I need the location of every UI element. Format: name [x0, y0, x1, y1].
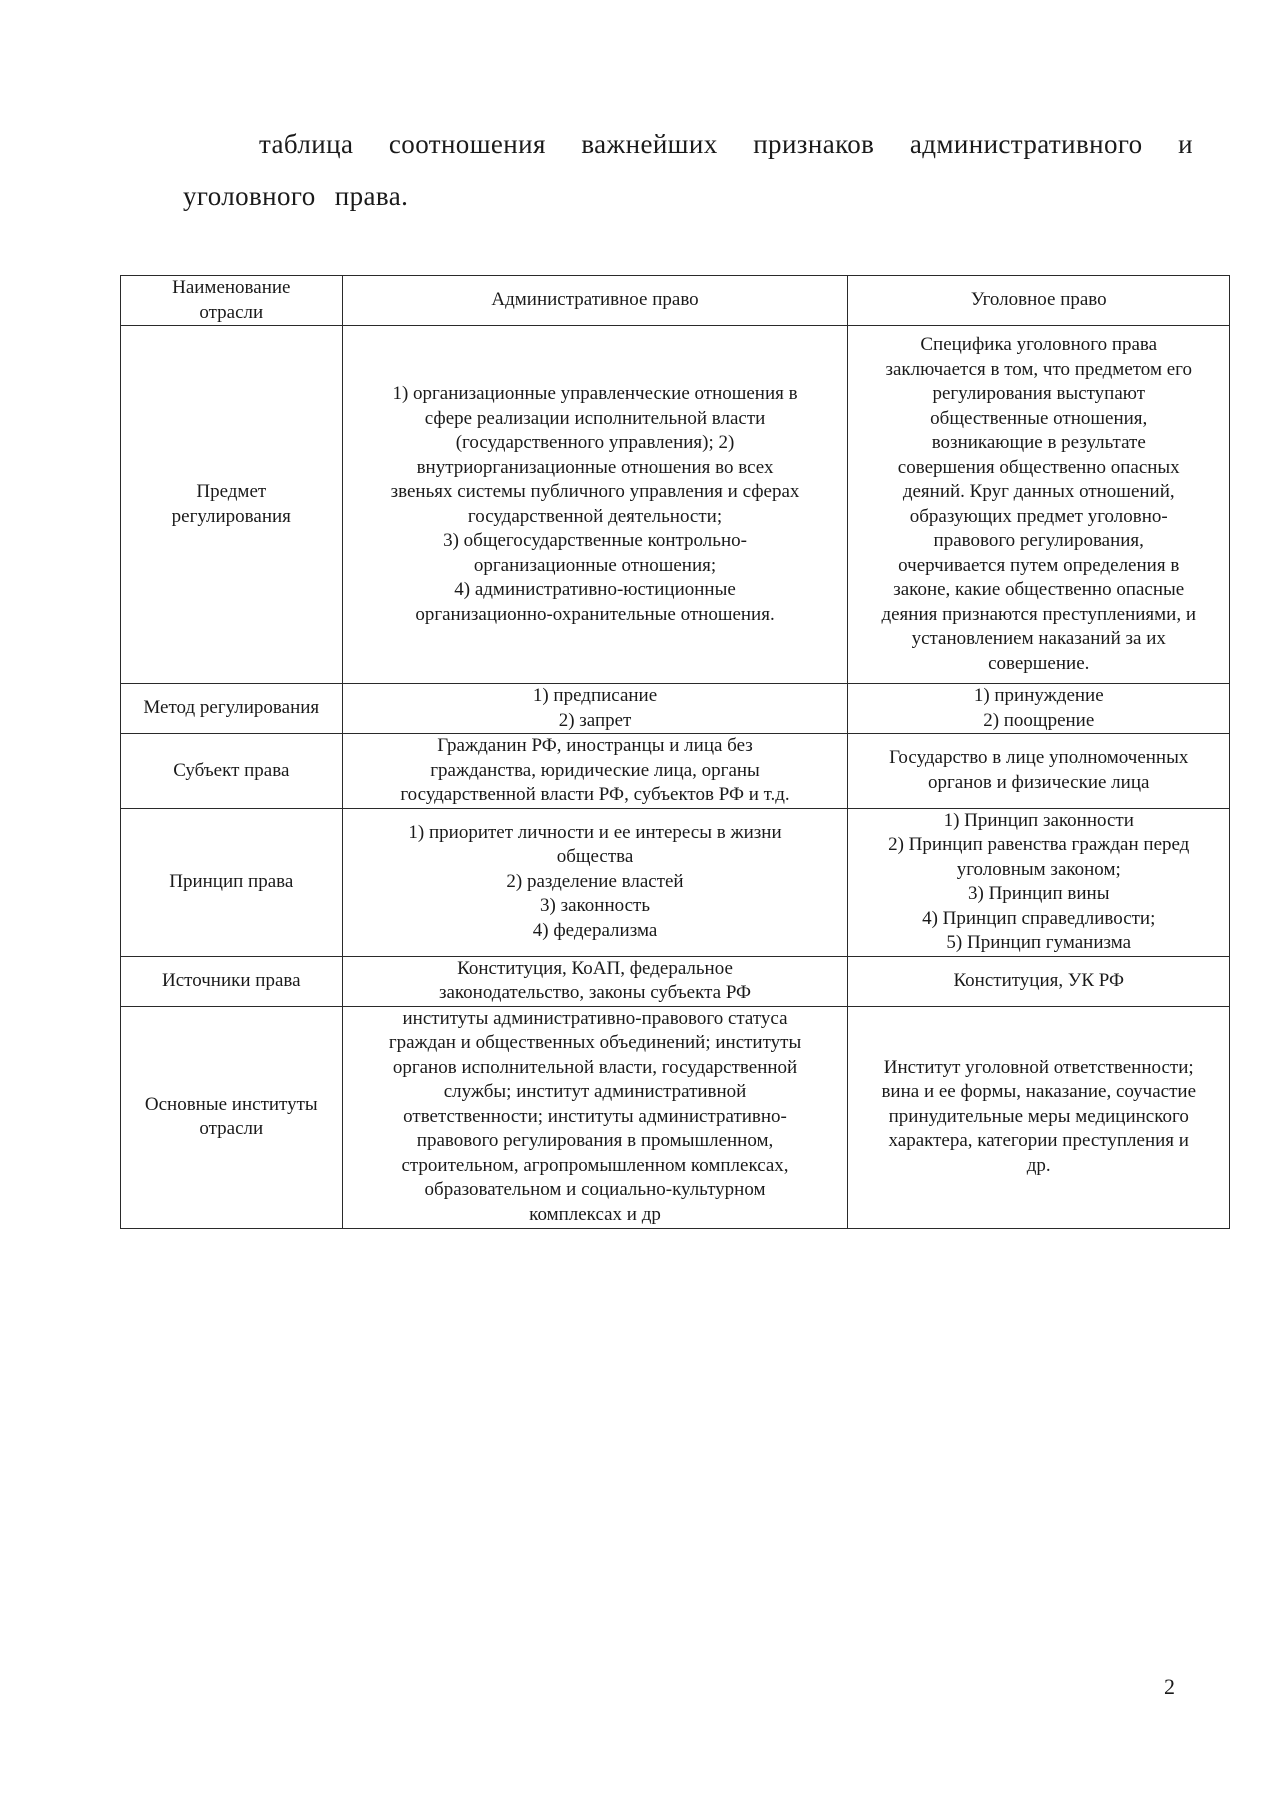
- criminal-cell: [848, 956, 1230, 1006]
- cell-text-line: образовательном и социально-культурном: [424, 1179, 766, 1201]
- row-label: [121, 684, 343, 734]
- cell-text-line: общественные отношения,: [930, 407, 1148, 429]
- cell-text-line: (государственного управления); 2): [455, 432, 735, 453]
- cell-text-line: регулирования выступают: [932, 383, 1146, 404]
- row-label: [121, 734, 343, 809]
- cell-text-line: регулирования: [171, 505, 291, 527]
- table-row: [121, 734, 1230, 809]
- cell-text-line: 1) принуждение: [973, 685, 1104, 706]
- cell-text-line: Субъект права: [173, 759, 290, 781]
- cell-text-line: очерчивается путем определения в: [898, 554, 1180, 576]
- cell-text-line: отрасли: [199, 1118, 264, 1139]
- cell-text-line: гражданства, юридические лица, органы: [430, 759, 760, 781]
- cell-text-line: Наименование: [172, 277, 291, 298]
- cell-text-line: 2) разделение властей: [506, 870, 684, 892]
- row-label: [121, 956, 343, 1006]
- cell-text-line: 1) организационные управленческие отношения в: [392, 383, 798, 404]
- cell-text-line: уголовным законом;: [956, 858, 1121, 880]
- cell-text-line: Конституция, КоАП, федеральное: [457, 957, 733, 979]
- cell-text-line: организационно-охранительные отношения.: [415, 603, 775, 625]
- criminal-cell: [848, 808, 1230, 956]
- page-number: 2: [1164, 1674, 1175, 1699]
- header-branch: [121, 276, 343, 326]
- admin-cell: [342, 684, 848, 734]
- intro-line-1: таблица соотношения важнейших признаков административного и: [259, 129, 1193, 159]
- cell-text-line: 3) общегосударственные контрольно-: [443, 530, 747, 551]
- criminal-cell: [848, 1006, 1230, 1228]
- cell-text-line: законе, какие общественно опасные: [893, 579, 1185, 600]
- cell-text-line: характера, категории преступления и: [888, 1130, 1189, 1152]
- cell-text-line: службы; институт административной: [443, 1081, 747, 1103]
- cell-text-line: 2) поощрение: [983, 709, 1095, 731]
- cell-text-line: 4) административно-юстиционные: [454, 579, 736, 600]
- cell-text-line: организационные отношения;: [473, 554, 717, 576]
- header-criminal-law: Уголовное право: [848, 276, 1230, 326]
- cell-text-line: совершения общественно опасных: [897, 456, 1180, 478]
- cell-text-line: Специфика уголовного права: [920, 334, 1158, 355]
- cell-text-line: общества: [556, 846, 634, 868]
- cell-text-line: 1) приоритет личности и ее интересы в жизни: [408, 821, 782, 843]
- table-header-row: [121, 276, 1230, 326]
- cell-text-line: правового регулирования,: [933, 530, 1144, 551]
- cell-text-line: Конституция, УК РФ: [953, 969, 1125, 991]
- table-row: [121, 956, 1230, 1006]
- row-label: [121, 326, 343, 684]
- cell-text-line: государственной деятельности;: [467, 505, 723, 527]
- intro-line-2: уголовного права.: [183, 181, 409, 211]
- cell-text-line: органов исполнительной власти, государственной: [392, 1056, 798, 1078]
- cell-text-line: вина и ее формы, наказание, соучастие: [881, 1081, 1197, 1103]
- comparison-table: [120, 275, 1230, 1229]
- cell-text-line: правового регулирования в промышленном,: [416, 1130, 774, 1152]
- cell-text-line: 1) Принцип законности: [943, 809, 1134, 831]
- cell-text-line: внутриорганизационные отношения во всех: [416, 456, 774, 478]
- cell-text-line: 5) Принцип гуманизма: [946, 932, 1132, 953]
- cell-text-line: законодательство, законы субъекта РФ: [438, 982, 752, 1003]
- criminal-cell: [848, 684, 1230, 734]
- cell-text-line: комплексах и др: [529, 1203, 661, 1225]
- admin-cell: [342, 808, 848, 956]
- cell-text-line: институты административно-правового статуса: [402, 1007, 788, 1029]
- cell-text-line: граждан и общественных объединений; институты: [388, 1032, 802, 1054]
- row-label: [121, 1006, 343, 1228]
- cell-text-line: строительном, агропромышленном комплексах,: [401, 1154, 789, 1176]
- cell-text-line: 3) законность: [540, 895, 651, 917]
- admin-cell: [342, 956, 848, 1006]
- cell-text-line: Государство в лице уполномоченных: [889, 747, 1189, 769]
- table-row: [121, 808, 1230, 956]
- cell-text-line: 2) запрет: [558, 709, 632, 731]
- cell-text-line: Предмет: [196, 481, 267, 502]
- cell-text-line: 3) Принцип вины: [968, 883, 1110, 904]
- cell-text-line: деяний. Круг данных отношений,: [902, 481, 1175, 502]
- criminal-cell: [848, 326, 1230, 684]
- table-row: [121, 326, 1230, 684]
- table-row: [121, 684, 1230, 734]
- cell-text-line: 4) федерализма: [532, 919, 658, 941]
- cell-text-line: сфере реализации исполнительной власти: [424, 407, 766, 429]
- cell-text-line: заключается в том, что предметом его: [885, 358, 1192, 380]
- cell-text-line: образующих предмет уголовно-: [909, 505, 1168, 527]
- cell-text-line: возникающие в результате: [931, 432, 1146, 453]
- cell-text-line: 1) предписание: [532, 685, 658, 706]
- cell-text-line: установлением наказаний за их: [911, 628, 1166, 649]
- cell-text-line: др.: [1026, 1154, 1051, 1176]
- table-row: [121, 1006, 1230, 1228]
- cell-text-line: совершение.: [988, 652, 1090, 674]
- admin-cell: [342, 734, 848, 809]
- document-intro: [183, 118, 1193, 222]
- cell-text-line: деяния признаются преступлениями, и: [881, 603, 1197, 625]
- admin-cell: [342, 1006, 848, 1228]
- cell-text-line: ответственности; институты административно-: [403, 1105, 787, 1127]
- cell-text-line: Источники права: [162, 969, 301, 991]
- cell-text-line: звеньях системы публичного управления и сферах: [390, 481, 800, 502]
- cell-text-line: 4) Принцип справедливости;: [922, 907, 1156, 929]
- cell-text-line: органов и физические лица: [928, 771, 1150, 793]
- cell-text-line: Основные институты: [144, 1093, 318, 1115]
- cell-text-line: принудительные меры медицинского: [888, 1105, 1189, 1127]
- cell-text-line: государственной власти РФ, субъектов РФ и т.д.: [400, 784, 790, 805]
- row-label: [121, 808, 343, 956]
- cell-text-line: Метод регулирования: [143, 697, 320, 719]
- admin-cell: [342, 326, 848, 684]
- cell-text-line: Гражданин РФ, иностранцы и лица без: [437, 735, 753, 756]
- cell-text-line: 2) Принцип равенства граждан перед: [888, 834, 1190, 855]
- criminal-cell: [848, 734, 1230, 809]
- header-admin-law: Административное право: [342, 276, 848, 326]
- cell-text-line: отрасли: [199, 301, 264, 323]
- cell-text-line: Институт уголовной ответственности;: [883, 1056, 1194, 1078]
- cell-text-line: Принцип права: [169, 870, 294, 892]
